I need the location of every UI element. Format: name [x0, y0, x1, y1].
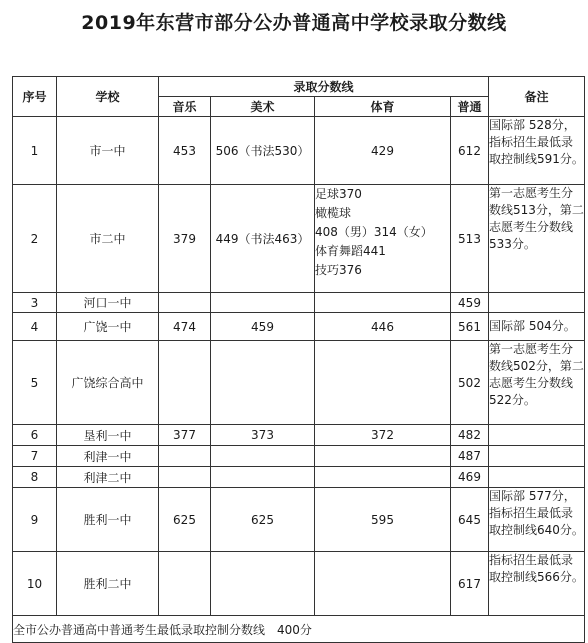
table-row	[13, 293, 585, 313]
cell-music	[159, 552, 211, 616]
cell-pe	[315, 293, 451, 313]
cell-note	[489, 446, 585, 467]
cell-general: 502	[451, 341, 489, 425]
cell-music: 379	[159, 185, 211, 293]
cell-general: 487	[451, 446, 489, 467]
cell-art: 625	[211, 488, 315, 552]
cell-music	[159, 467, 211, 488]
cell-art	[211, 552, 315, 616]
table-row	[13, 425, 585, 446]
cell-pe	[315, 341, 451, 425]
cell-art: 506（书法530）	[211, 117, 315, 185]
cell-pe-list	[315, 185, 451, 293]
cell-index: 8	[13, 467, 57, 488]
cell-index: 6	[13, 425, 57, 446]
cell-pe	[315, 467, 451, 488]
cell-note	[489, 425, 585, 446]
cell-note	[489, 293, 585, 313]
cell-note	[489, 467, 585, 488]
cell-note: 国际部 504分。	[489, 313, 585, 341]
cell-note: 国际部 577分，指标招生最低录取控制线640分。	[489, 488, 585, 552]
score-table	[12, 76, 585, 643]
cell-general: 645	[451, 488, 489, 552]
table-row	[13, 467, 585, 488]
cell-art	[211, 293, 315, 313]
cell-school: 市二中	[57, 185, 159, 293]
cell-music	[159, 446, 211, 467]
table-row	[13, 552, 585, 616]
cell-art	[211, 341, 315, 425]
header-school: 学校	[57, 77, 159, 117]
header-art: 美术	[211, 97, 315, 117]
cell-general: 513	[451, 185, 489, 293]
table-row	[13, 446, 585, 467]
table-row	[13, 341, 585, 425]
table-row	[13, 117, 585, 185]
cell-school: 胜利一中	[57, 488, 159, 552]
cell-art	[211, 467, 315, 488]
pe-line: 橄榄球	[315, 206, 352, 220]
cell-index: 7	[13, 446, 57, 467]
cell-pe	[315, 446, 451, 467]
cell-index: 5	[13, 341, 57, 425]
header-music: 音乐	[159, 97, 211, 117]
cell-music	[159, 293, 211, 313]
header-score-group: 录取分数线	[159, 77, 489, 97]
pe-line: 408（男）314（女）	[315, 225, 433, 239]
cell-general: 612	[451, 117, 489, 185]
header-pe: 体育	[315, 97, 451, 117]
page-title: 2019年东营市部分公办普通高中学校录取分数线	[81, 12, 507, 34]
cell-general: 469	[451, 467, 489, 488]
cell-general: 459	[451, 293, 489, 313]
header-general: 普通	[451, 97, 489, 117]
table-footer-row	[13, 616, 585, 643]
cell-index: 4	[13, 313, 57, 341]
cell-general: 561	[451, 313, 489, 341]
cell-note: 指标招生最低录取控制线566分。	[489, 552, 585, 616]
pe-line: 体育舞蹈441	[315, 244, 386, 258]
cell-note: 第一志愿考生分数线502分，第二志愿考生分数线522分。	[489, 341, 585, 425]
cell-pe: 595	[315, 488, 451, 552]
cell-school: 河口一中	[57, 293, 159, 313]
cell-music	[159, 341, 211, 425]
cell-art: 449（书法463）	[211, 185, 315, 293]
cell-general: 617	[451, 552, 489, 616]
cell-pe: 372	[315, 425, 451, 446]
cell-note: 第一志愿考生分数线513分，第二志愿考生分数线533分。	[489, 185, 585, 293]
cell-index: 10	[13, 552, 57, 616]
cell-index: 1	[13, 117, 57, 185]
header-note: 备注	[489, 77, 585, 117]
cell-pe: 429	[315, 117, 451, 185]
header-index: 序号	[13, 77, 57, 117]
cell-music: 625	[159, 488, 211, 552]
pe-line: 足球370	[315, 187, 362, 201]
cell-art: 373	[211, 425, 315, 446]
cell-index: 3	[13, 293, 57, 313]
cell-general: 482	[451, 425, 489, 446]
table-row	[13, 185, 585, 293]
footer-note: 全市公办普通高中普通考生最低录取控制分数线 400分	[13, 616, 585, 643]
cell-school: 胜利二中	[57, 552, 159, 616]
cell-index: 2	[13, 185, 57, 293]
cell-art: 459	[211, 313, 315, 341]
cell-art	[211, 446, 315, 467]
cell-school: 利津一中	[57, 446, 159, 467]
table-row	[13, 488, 585, 552]
cell-music: 453	[159, 117, 211, 185]
table-row	[13, 313, 585, 341]
cell-pe	[315, 552, 451, 616]
cell-school: 市一中	[57, 117, 159, 185]
cell-school: 广饶综合高中	[57, 341, 159, 425]
cell-pe: 446	[315, 313, 451, 341]
cell-school: 垦利一中	[57, 425, 159, 446]
cell-school: 利津二中	[57, 467, 159, 488]
cell-index: 9	[13, 488, 57, 552]
cell-note: 国际部 528分，指标招生最低录取控制线591分。	[489, 117, 585, 185]
cell-music: 377	[159, 425, 211, 446]
cell-music: 474	[159, 313, 211, 341]
cell-school: 广饶一中	[57, 313, 159, 341]
pe-line: 技巧376	[315, 263, 362, 277]
